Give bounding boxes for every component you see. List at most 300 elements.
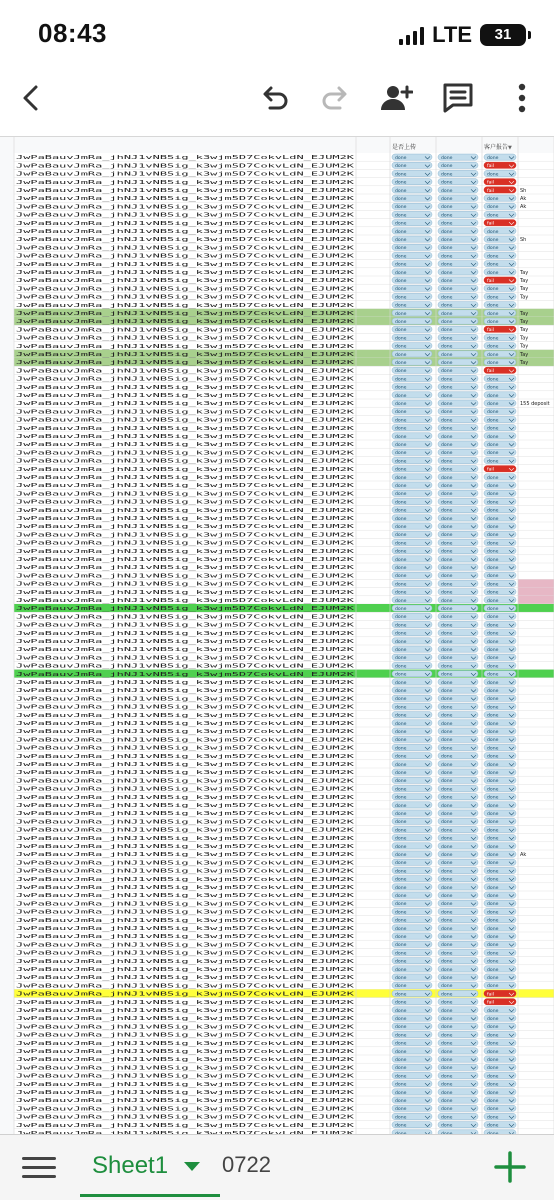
status-dropdown-label: done — [441, 188, 453, 194]
status-dropdown-label: done — [441, 1000, 453, 1006]
status-dropdown-label: done — [487, 656, 499, 662]
row-key-text: JwPaBauvJmRa_jhNJ1vNB5ig_k3wjm5D7CokvLdN_EJUM2K — [16, 294, 356, 301]
status-dropdown-label: done — [441, 1058, 453, 1063]
status-dropdown-label: done — [487, 352, 499, 358]
status-dropdown-label: done — [441, 262, 453, 268]
row-key-text: JwPaBauvJmRa_jhNJ1vNB5ig_k3wjm5D7CokvLdN_EJUM2K — [16, 737, 356, 744]
row-key-text: JwPaBauvJmRa_jhNJ1vNB5ig_k3wjm5D7CokvLdN_EJUM2K — [16, 860, 356, 867]
status-dropdown-label: done — [395, 992, 407, 998]
status-dropdown-label: done — [395, 689, 407, 694]
status-dropdown-label: done — [487, 861, 499, 867]
add-sheet-button[interactable] — [490, 1147, 530, 1187]
row-key-text: JwPaBauvJmRa_jhNJ1vNB5ig_k3wjm5D7CokvLdN_EJUM2K — [16, 917, 356, 924]
status-dropdown-label: done — [487, 967, 499, 973]
filter-icon: ▼ — [508, 145, 512, 151]
status-dropdown-label: done — [487, 262, 499, 268]
row-key-text: JwPaBauvJmRa_jhNJ1vNB5ig_k3wjm5D7CokvLdN_EJUM2K — [16, 901, 356, 908]
status-dropdown-label: done — [395, 721, 407, 727]
status-dropdown-label: done — [441, 812, 453, 817]
status-dropdown-label: done — [441, 303, 453, 309]
status-dropdown-label: done — [395, 1115, 407, 1121]
row-key-text: JwPaBauvJmRa_jhNJ1vNB5ig_k3wjm5D7CokvLdN_EJUM2K — [16, 352, 356, 358]
status-dropdown-label: done — [395, 336, 407, 342]
status-dropdown-label: done — [441, 787, 453, 793]
status-dropdown-label: done — [441, 213, 453, 219]
row-key-text: JwPaBauvJmRa_jhNJ1vNB5ig_k3wjm5D7CokvLdN_EJUM2K — [16, 1081, 356, 1088]
status-dropdown-label: done — [441, 254, 453, 260]
status-dropdown-label: done — [395, 541, 407, 547]
status-dropdown-label: done — [441, 566, 453, 571]
status-dropdown-label: done — [441, 508, 453, 514]
row-key-text: JwPaBauvJmRa_jhNJ1vNB5ig_k3wjm5D7CokvLdN_EJUM2K — [16, 565, 356, 572]
status-dropdown-label: done — [441, 959, 453, 965]
row-key-text: JwPaBauvJmRa_jhNJ1vNB5ig_k3wjm5D7CokvLdN_EJUM2K — [16, 893, 356, 900]
status-dropdown-label: done — [395, 861, 407, 867]
status-dropdown-label: done — [487, 885, 499, 891]
status-dropdown-label: done — [441, 721, 453, 727]
status-dropdown-label: done — [441, 861, 453, 867]
status-dropdown-label: done — [395, 172, 407, 178]
sheet-tab-0722[interactable]: 0722 — [222, 1152, 271, 1177]
status-dropdown-label: done — [395, 779, 407, 785]
row-key-text: JwPaBauvJmRa_jhNJ1vNB5ig_k3wjm5D7CokvLdN_EJUM2K — [16, 909, 356, 916]
row-key-text: JwPaBauvJmRa_jhNJ1vNB5ig_k3wjm5D7CokvLdN_EJUM2K — [16, 778, 356, 785]
status-dropdown-label: done — [441, 680, 453, 686]
status-dropdown-label: done — [487, 984, 499, 990]
status-dropdown-label: done — [395, 279, 407, 284]
row-key-text: JwPaBauvJmRa_jhNJ1vNB5ig_k3wjm5D7CokvLdN_EJUM2K — [16, 999, 356, 1006]
comment-icon — [441, 81, 475, 115]
side-note-text: Tay — [520, 286, 529, 293]
row-key-text: JwPaBauvJmRa_jhNJ1vNB5ig_k3wjm5D7CokvLdN_EJUM2K — [16, 286, 356, 293]
status-dropdown-label: done — [487, 238, 499, 243]
status-dropdown-label: done — [395, 607, 407, 612]
status-dropdown-label: done — [487, 418, 499, 424]
status-dropdown-label: done — [395, 664, 407, 670]
status-dropdown-label: done — [487, 311, 499, 317]
side-note-text: Tay — [520, 335, 529, 342]
status-dropdown-label: done — [395, 910, 407, 916]
status-dropdown-label: done — [441, 853, 453, 858]
status-dropdown-label: done — [441, 320, 453, 325]
column-header-label: 是否上传 — [392, 144, 417, 151]
status-dropdown-label: done — [441, 672, 453, 678]
status-dropdown-label: done — [395, 877, 407, 883]
status-dropdown-label: done — [441, 967, 453, 973]
status-dropdown-label: done — [487, 828, 499, 834]
status-dropdown-label: done — [487, 1115, 499, 1121]
status-dropdown-label: done — [487, 853, 499, 858]
status-dropdown-label: done — [441, 238, 453, 243]
row-key-text: JwPaBauvJmRa_jhNJ1vNB5ig_k3wjm5D7CokvLdN_EJUM2K — [16, 770, 356, 777]
more-options-button[interactable] — [500, 76, 544, 120]
status-dropdown-label: done — [395, 730, 407, 735]
row-key-text: JwPaBauvJmRa_jhNJ1vNB5ig_k3wjm5D7CokvLdN_EJUM2K — [16, 1090, 356, 1096]
status-dropdown-label: done — [441, 549, 453, 555]
status-dropdown-label: done — [487, 607, 499, 612]
status-dropdown-label: done — [395, 680, 407, 686]
status-dropdown-label: done — [441, 443, 453, 448]
spreadsheet-grid[interactable] — [0, 136, 554, 1137]
side-note-text: 155 deposit — [520, 401, 550, 407]
status-dropdown-label: done — [441, 689, 453, 694]
status-dropdown-label: done — [395, 500, 407, 506]
status-dropdown-label: fail — [487, 369, 494, 375]
status-dropdown-label: done — [395, 1107, 407, 1113]
status-dropdown-label: done — [441, 877, 453, 883]
row-key-text: JwPaBauvJmRa_jhNJ1vNB5ig_k3wjm5D7CokvLdN_EJUM2K — [16, 885, 356, 891]
status-dropdown-label: done — [487, 730, 499, 735]
status-dropdown-label: done — [441, 1066, 453, 1072]
status-dropdown-label: done — [487, 549, 499, 555]
status-dropdown-label: done — [441, 1008, 453, 1014]
status-dropdown-label: done — [441, 885, 453, 891]
row-key-text: JwPaBauvJmRa_jhNJ1vNB5ig_k3wjm5D7CokvLdN_EJUM2K — [16, 721, 356, 727]
status-dropdown-label: done — [441, 582, 453, 588]
status-dropdown-label: done — [395, 820, 407, 826]
status-dropdown-label: done — [487, 787, 499, 793]
status-dropdown-label: done — [487, 484, 499, 489]
status-dropdown-label: done — [441, 697, 453, 703]
status-dropdown-label: done — [487, 738, 499, 744]
status-dropdown-label: done — [395, 205, 407, 211]
row-key-text: JwPaBauvJmRa_jhNJ1vNB5ig_k3wjm5D7CokvLdN_EJUM2K — [16, 1016, 356, 1023]
status-dropdown-label: done — [395, 180, 407, 186]
row-key-text: JwPaBauvJmRa_jhNJ1vNB5ig_k3wjm5D7CokvLdN_EJUM2K — [16, 466, 356, 473]
share-button[interactable] — [374, 76, 418, 120]
row-key-text: JwPaBauvJmRa_jhNJ1vNB5ig_k3wjm5D7CokvLdN_EJUM2K — [16, 499, 356, 506]
row-key-text: JwPaBauvJmRa_jhNJ1vNB5ig_k3wjm5D7CokvLdN_EJUM2K — [16, 1008, 356, 1014]
status-dropdown-label: done — [487, 508, 499, 514]
status-dropdown-label: done — [441, 754, 453, 760]
status-dropdown-label: done — [395, 836, 407, 842]
status-dropdown-label: fail — [487, 328, 494, 334]
row-key-text: JwPaBauvJmRa_jhNJ1vNB5ig_k3wjm5D7CokvLdN_EJUM2K — [16, 540, 356, 547]
status-dropdown-label: done — [395, 484, 407, 489]
status-dropdown-label: done — [395, 1066, 407, 1072]
status-dropdown-label: done — [441, 992, 453, 998]
status-dropdown-label: done — [441, 1090, 453, 1096]
more-icon — [517, 81, 527, 115]
status-dropdown-label: done — [487, 541, 499, 547]
row-key-text: JwPaBauvJmRa_jhNJ1vNB5ig_k3wjm5D7CokvLdN_EJUM2K — [16, 516, 356, 522]
chevron-down-icon — [184, 1162, 200, 1171]
row-key-text: JwPaBauvJmRa_jhNJ1vNB5ig_k3wjm5D7CokvLdN_EJUM2K — [16, 524, 356, 531]
status-bar — [0, 0, 554, 64]
back-icon — [17, 83, 47, 113]
status-dropdown-label: done — [487, 434, 499, 440]
status-dropdown-label: done — [441, 402, 453, 407]
row-key-text: JwPaBauvJmRa_jhNJ1vNB5ig_k3wjm5D7CokvLdN_EJUM2K — [16, 630, 356, 637]
status-dropdown-label: done — [441, 311, 453, 317]
status-dropdown-label: fail — [487, 1000, 494, 1006]
row-key-text: JwPaBauvJmRa_jhNJ1vNB5ig_k3wjm5D7CokvLdN_EJUM2K — [16, 852, 356, 859]
status-dropdown-label: done — [487, 500, 499, 506]
status-dropdown-label: done — [395, 894, 407, 899]
status-dropdown-label: done — [395, 418, 407, 424]
status-dropdown-label: done — [395, 369, 407, 375]
row-key-text: JwPaBauvJmRa_jhNJ1vNB5ig_k3wjm5D7CokvLdN_EJUM2K — [16, 245, 356, 252]
status-dropdown-label: done — [487, 631, 499, 637]
status-dropdown-label: done — [395, 164, 407, 170]
row-key-text: JwPaBauvJmRa_jhNJ1vNB5ig_k3wjm5D7CokvLdN_EJUM2K — [16, 688, 356, 695]
row-key-text: JwPaBauvJmRa_jhNJ1vNB5ig_k3wjm5D7CokvLdN_EJUM2K — [16, 253, 356, 260]
status-dropdown-label: done — [487, 213, 499, 219]
status-dropdown-label: done — [395, 713, 407, 719]
status-dropdown-label: done — [395, 976, 407, 981]
column-header-label: 客户报告 — [484, 144, 509, 151]
status-dropdown-label: done — [487, 935, 499, 940]
row-key-text: JwPaBauvJmRa_jhNJ1vNB5ig_k3wjm5D7CokvLdN_EJUM2K — [16, 712, 356, 719]
status-dropdown-label: fail — [487, 221, 494, 227]
status-dropdown-label: done — [487, 574, 499, 580]
status-dropdown-label: done — [441, 434, 453, 440]
status-dropdown-label: done — [487, 451, 499, 457]
row-key-text: JwPaBauvJmRa_jhNJ1vNB5ig_k3wjm5D7CokvLdN_EJUM2K — [16, 270, 356, 276]
status-dropdown-label: done — [395, 623, 407, 629]
status-dropdown-label: done — [395, 287, 407, 293]
side-note-text: Tay — [520, 294, 529, 301]
undo-icon — [258, 82, 290, 114]
undo-button[interactable] — [252, 76, 296, 120]
status-dropdown-label: done — [441, 172, 453, 178]
status-dropdown-label: done — [441, 352, 453, 358]
status-dropdown-label: done — [487, 1099, 499, 1104]
status-dropdown-label: done — [441, 492, 453, 498]
row-key-text: JwPaBauvJmRa_jhNJ1vNB5ig_k3wjm5D7CokvLdN_EJUM2K — [16, 827, 356, 834]
row-key-text: JwPaBauvJmRa_jhNJ1vNB5ig_k3wjm5D7CokvLdN_EJUM2K — [16, 163, 356, 170]
redo-icon — [320, 82, 352, 114]
status-dropdown-label: done — [487, 697, 499, 703]
status-dropdown-label: done — [441, 221, 453, 227]
status-dropdown-label: done — [441, 197, 453, 202]
status-dropdown-label: done — [395, 549, 407, 555]
status-dropdown-label: done — [395, 574, 407, 580]
status-dropdown-label: done — [441, 1107, 453, 1113]
status-dropdown-label: done — [395, 959, 407, 965]
row-key-text: JwPaBauvJmRa_jhNJ1vNB5ig_k3wjm5D7CokvLdN_EJUM2K — [16, 1049, 356, 1055]
grid-canvas[interactable] — [0, 137, 554, 1137]
status-dropdown-label: done — [395, 1058, 407, 1063]
status-dropdown-label: done — [441, 328, 453, 334]
status-dropdown-label: done — [487, 959, 499, 965]
status-dropdown-label: done — [395, 270, 407, 276]
row-key-text: JwPaBauvJmRa_jhNJ1vNB5ig_k3wjm5D7CokvLdN_EJUM2K — [16, 335, 356, 342]
status-dropdown-label: done — [441, 820, 453, 826]
row-key-text: JwPaBauvJmRa_jhNJ1vNB5ig_k3wjm5D7CokvLdN_EJUM2K — [16, 434, 356, 440]
status-dropdown-label: done — [395, 508, 407, 514]
row-key-text: JwPaBauvJmRa_jhNJ1vNB5ig_k3wjm5D7CokvLdN_EJUM2K — [16, 745, 356, 752]
row-key-text: JwPaBauvJmRa_jhNJ1vNB5ig_k3wjm5D7CokvLdN_EJUM2K — [16, 557, 356, 563]
row-key-text: JwPaBauvJmRa_jhNJ1vNB5ig_k3wjm5D7CokvLdN_EJUM2K — [16, 450, 356, 457]
all-sheets-menu-icon[interactable] — [22, 1151, 56, 1185]
status-dropdown-label: done — [395, 361, 407, 366]
status-dropdown-label: done — [487, 320, 499, 325]
row-key-text: JwPaBauvJmRa_jhNJ1vNB5ig_k3wjm5D7CokvLdN_EJUM2K — [16, 663, 356, 670]
status-dropdown-label: done — [487, 385, 499, 391]
status-dropdown-label: done — [441, 574, 453, 580]
row-key-text: JwPaBauvJmRa_jhNJ1vNB5ig_k3wjm5D7CokvLdN_EJUM2K — [16, 179, 356, 186]
status-dropdown-label: done — [395, 238, 407, 243]
status-dropdown-label: done — [395, 1025, 407, 1031]
row-key-text: JwPaBauvJmRa_jhNJ1vNB5ig_k3wjm5D7CokvLdN_EJUM2K — [16, 1114, 356, 1121]
status-dropdown-label: fail — [487, 188, 494, 194]
status-dropdown-label: done — [441, 943, 453, 949]
status-dropdown-label: done — [487, 812, 499, 817]
side-note-text: Tay — [520, 327, 529, 334]
status-dropdown-label: done — [441, 270, 453, 276]
status-dropdown-label: done — [395, 377, 407, 383]
status-dropdown-label: done — [487, 1090, 499, 1096]
row-key-text: JwPaBauvJmRa_jhNJ1vNB5ig_k3wjm5D7CokvLdN_EJUM2K — [16, 343, 356, 350]
row-key-text: JwPaBauvJmRa_jhNJ1vNB5ig_k3wjm5D7CokvLdN_EJUM2K — [16, 311, 356, 317]
row-key-text: JwPaBauvJmRa_jhNJ1vNB5ig_k3wjm5D7CokvLdN_EJUM2K — [16, 647, 356, 654]
status-dropdown-label: done — [395, 516, 407, 522]
side-note-text: Tay — [520, 310, 529, 317]
row-key-text: JwPaBauvJmRa_jhNJ1vNB5ig_k3wjm5D7CokvLdN_EJUM2K — [16, 401, 356, 408]
status-dropdown-label: done — [441, 836, 453, 842]
status-dropdown-label: done — [395, 803, 407, 809]
status-dropdown-label: done — [487, 1017, 499, 1022]
status-dropdown-label: done — [441, 738, 453, 744]
status-dropdown-label: done — [487, 894, 499, 899]
row-key-text: JwPaBauvJmRa_jhNJ1vNB5ig_k3wjm5D7CokvLdN_EJUM2K — [16, 786, 356, 793]
status-dropdown-label: done — [487, 1082, 499, 1088]
status-dropdown-label: done — [487, 459, 499, 465]
status-dropdown-label: done — [441, 467, 453, 473]
status-dropdown-label: done — [395, 156, 407, 161]
status-dropdown-label: done — [441, 713, 453, 719]
row-key-text: JwPaBauvJmRa_jhNJ1vNB5ig_k3wjm5D7CokvLdN_EJUM2K — [16, 950, 356, 957]
status-dropdown-label: done — [441, 533, 453, 539]
status-dropdown-label: done — [487, 943, 499, 949]
status-dropdown-label: done — [441, 156, 453, 161]
comments-button[interactable] — [436, 76, 480, 120]
status-dropdown-label: done — [487, 475, 499, 481]
status-dropdown-label: done — [395, 771, 407, 776]
row-key-text: JwPaBauvJmRa_jhNJ1vNB5ig_k3wjm5D7CokvLdN_EJUM2K — [16, 237, 356, 244]
row-key-text: JwPaBauvJmRa_jhNJ1vNB5ig_k3wjm5D7CokvLdN_EJUM2K — [16, 261, 356, 268]
row-key-text: JwPaBauvJmRa_jhNJ1vNB5ig_k3wjm5D7CokvLdN_EJUM2K — [16, 483, 356, 490]
status-dropdown-label: done — [487, 344, 499, 350]
status-dropdown-label: fail — [487, 164, 494, 170]
status-dropdown-label: done — [487, 1123, 499, 1129]
status-dropdown-label: done — [441, 648, 453, 653]
status-dropdown-label: done — [395, 1090, 407, 1096]
sheet-tab-label: Sheet1 — [92, 1152, 169, 1179]
row-key-text: JwPaBauvJmRa_jhNJ1vNB5ig_k3wjm5D7CokvLdN_EJUM2K — [16, 1024, 356, 1031]
status-dropdown-label: done — [395, 885, 407, 891]
row-key-text: JwPaBauvJmRa_jhNJ1vNB5ig_k3wjm5D7CokvLdN_EJUM2K — [16, 581, 356, 588]
row-key-text: JwPaBauvJmRa_jhNJ1vNB5ig_k3wjm5D7CokvLdN_EJUM2K — [16, 1073, 356, 1080]
row-key-text: JwPaBauvJmRa_jhNJ1vNB5ig_k3wjm5D7CokvLdN_EJUM2K — [16, 220, 356, 227]
status-dropdown-label: done — [441, 459, 453, 465]
status-dropdown-label: done — [441, 377, 453, 383]
status-dropdown-label: done — [441, 1099, 453, 1104]
status-dropdown-label: done — [441, 771, 453, 776]
signal-icon — [399, 25, 424, 45]
status-dropdown-label: done — [441, 623, 453, 629]
row-key-text: JwPaBauvJmRa_jhNJ1vNB5ig_k3wjm5D7CokvLdN_EJUM2K — [16, 376, 356, 383]
row-key-text: JwPaBauvJmRa_jhNJ1vNB5ig_k3wjm5D7CokvLdN_EJUM2K — [16, 1040, 356, 1047]
status-dropdown-label: done — [395, 443, 407, 448]
row-key-text: JwPaBauvJmRa_jhNJ1vNB5ig_k3wjm5D7CokvLdN_EJUM2K — [16, 967, 356, 973]
status-dropdown-label: done — [487, 1074, 499, 1080]
status-dropdown-label: done — [441, 598, 453, 604]
row-key-text: JwPaBauvJmRa_jhNJ1vNB5ig_k3wjm5D7CokvLdN_EJUM2K — [16, 302, 356, 309]
status-dropdown-label: done — [487, 1033, 499, 1039]
status-dropdown-label: done — [487, 771, 499, 776]
status-dropdown-label: done — [395, 943, 407, 949]
status-dropdown-label: done — [395, 467, 407, 473]
status-dropdown-label: done — [395, 533, 407, 539]
status-dropdown-label: done — [441, 615, 453, 621]
status-dropdown-label: done — [395, 246, 407, 252]
status-dropdown-label: done — [395, 754, 407, 760]
status-dropdown-label: done — [487, 976, 499, 981]
highlighted-cell — [518, 588, 554, 596]
status-dropdown-label: done — [487, 1049, 499, 1055]
status-dropdown-label: done — [395, 197, 407, 202]
highlighted-cell — [518, 579, 554, 587]
status-dropdown-label: done — [395, 262, 407, 268]
status-dropdown-label: done — [441, 410, 453, 416]
status-dropdown-label: done — [441, 664, 453, 670]
sheet-tab-sheet1[interactable] — [80, 1135, 212, 1197]
status-dropdown-label: done — [441, 844, 453, 850]
status-dropdown-label: done — [487, 172, 499, 178]
status-dropdown-label: done — [487, 1058, 499, 1063]
status-dropdown-label: done — [487, 721, 499, 727]
status-dropdown-label: done — [441, 475, 453, 481]
row-key-text: JwPaBauvJmRa_jhNJ1vNB5ig_k3wjm5D7CokvLdN_EJUM2K — [16, 589, 356, 596]
status-dropdown-label: done — [441, 361, 453, 366]
row-key-text: JwPaBauvJmRa_jhNJ1vNB5ig_k3wjm5D7CokvLdN_EJUM2K — [16, 1032, 356, 1039]
status-dropdown-label: done — [395, 984, 407, 990]
side-note-text: Sh — [520, 187, 527, 194]
side-note-text: Tay — [520, 269, 529, 276]
status-dropdown-label: done — [487, 951, 499, 957]
status-dropdown-label: done — [395, 582, 407, 588]
status-dropdown-label: done — [441, 1025, 453, 1031]
status-dropdown-label: done — [441, 1017, 453, 1022]
status-dropdown-label: done — [487, 402, 499, 407]
highlighted-cell — [518, 596, 554, 604]
status-dropdown-label: done — [487, 713, 499, 719]
back-button[interactable] — [10, 76, 54, 120]
status-dropdown-label: done — [441, 180, 453, 186]
row-key-text: JwPaBauvJmRa_jhNJ1vNB5ig_k3wjm5D7CokvLdN_EJUM2K — [16, 803, 356, 809]
status-dropdown-label: done — [395, 795, 407, 801]
status-dropdown-label: done — [487, 648, 499, 653]
row-key-text: JwPaBauvJmRa_jhNJ1vNB5ig_k3wjm5D7CokvLdN_EJUM2K — [16, 458, 356, 465]
status-dropdown-label: done — [395, 557, 407, 563]
status-dropdown-label: done — [487, 197, 499, 202]
status-dropdown-label: fail — [487, 180, 494, 186]
row-key-text: JwPaBauvJmRa_jhNJ1vNB5ig_k3wjm5D7CokvLdN_EJUM2K — [16, 762, 356, 768]
status-dropdown-label: done — [441, 762, 453, 768]
status-dropdown-label: done — [395, 672, 407, 678]
sheet-tabs-bar — [0, 1134, 554, 1200]
row-key-text: JwPaBauvJmRa_jhNJ1vNB5ig_k3wjm5D7CokvLdN_EJUM2K — [16, 811, 356, 818]
status-dropdown-label: done — [395, 812, 407, 817]
redo-button[interactable] — [314, 76, 358, 120]
status-dropdown-label: done — [441, 918, 453, 924]
status-dropdown-label: done — [487, 869, 499, 875]
side-note-text: Tay — [520, 351, 529, 358]
row-key-text: JwPaBauvJmRa_jhNJ1vNB5ig_k3wjm5D7CokvLdN_EJUM2K — [16, 171, 356, 178]
row-key-text: JwPaBauvJmRa_jhNJ1vNB5ig_k3wjm5D7CokvLdN_EJUM2K — [16, 868, 356, 875]
